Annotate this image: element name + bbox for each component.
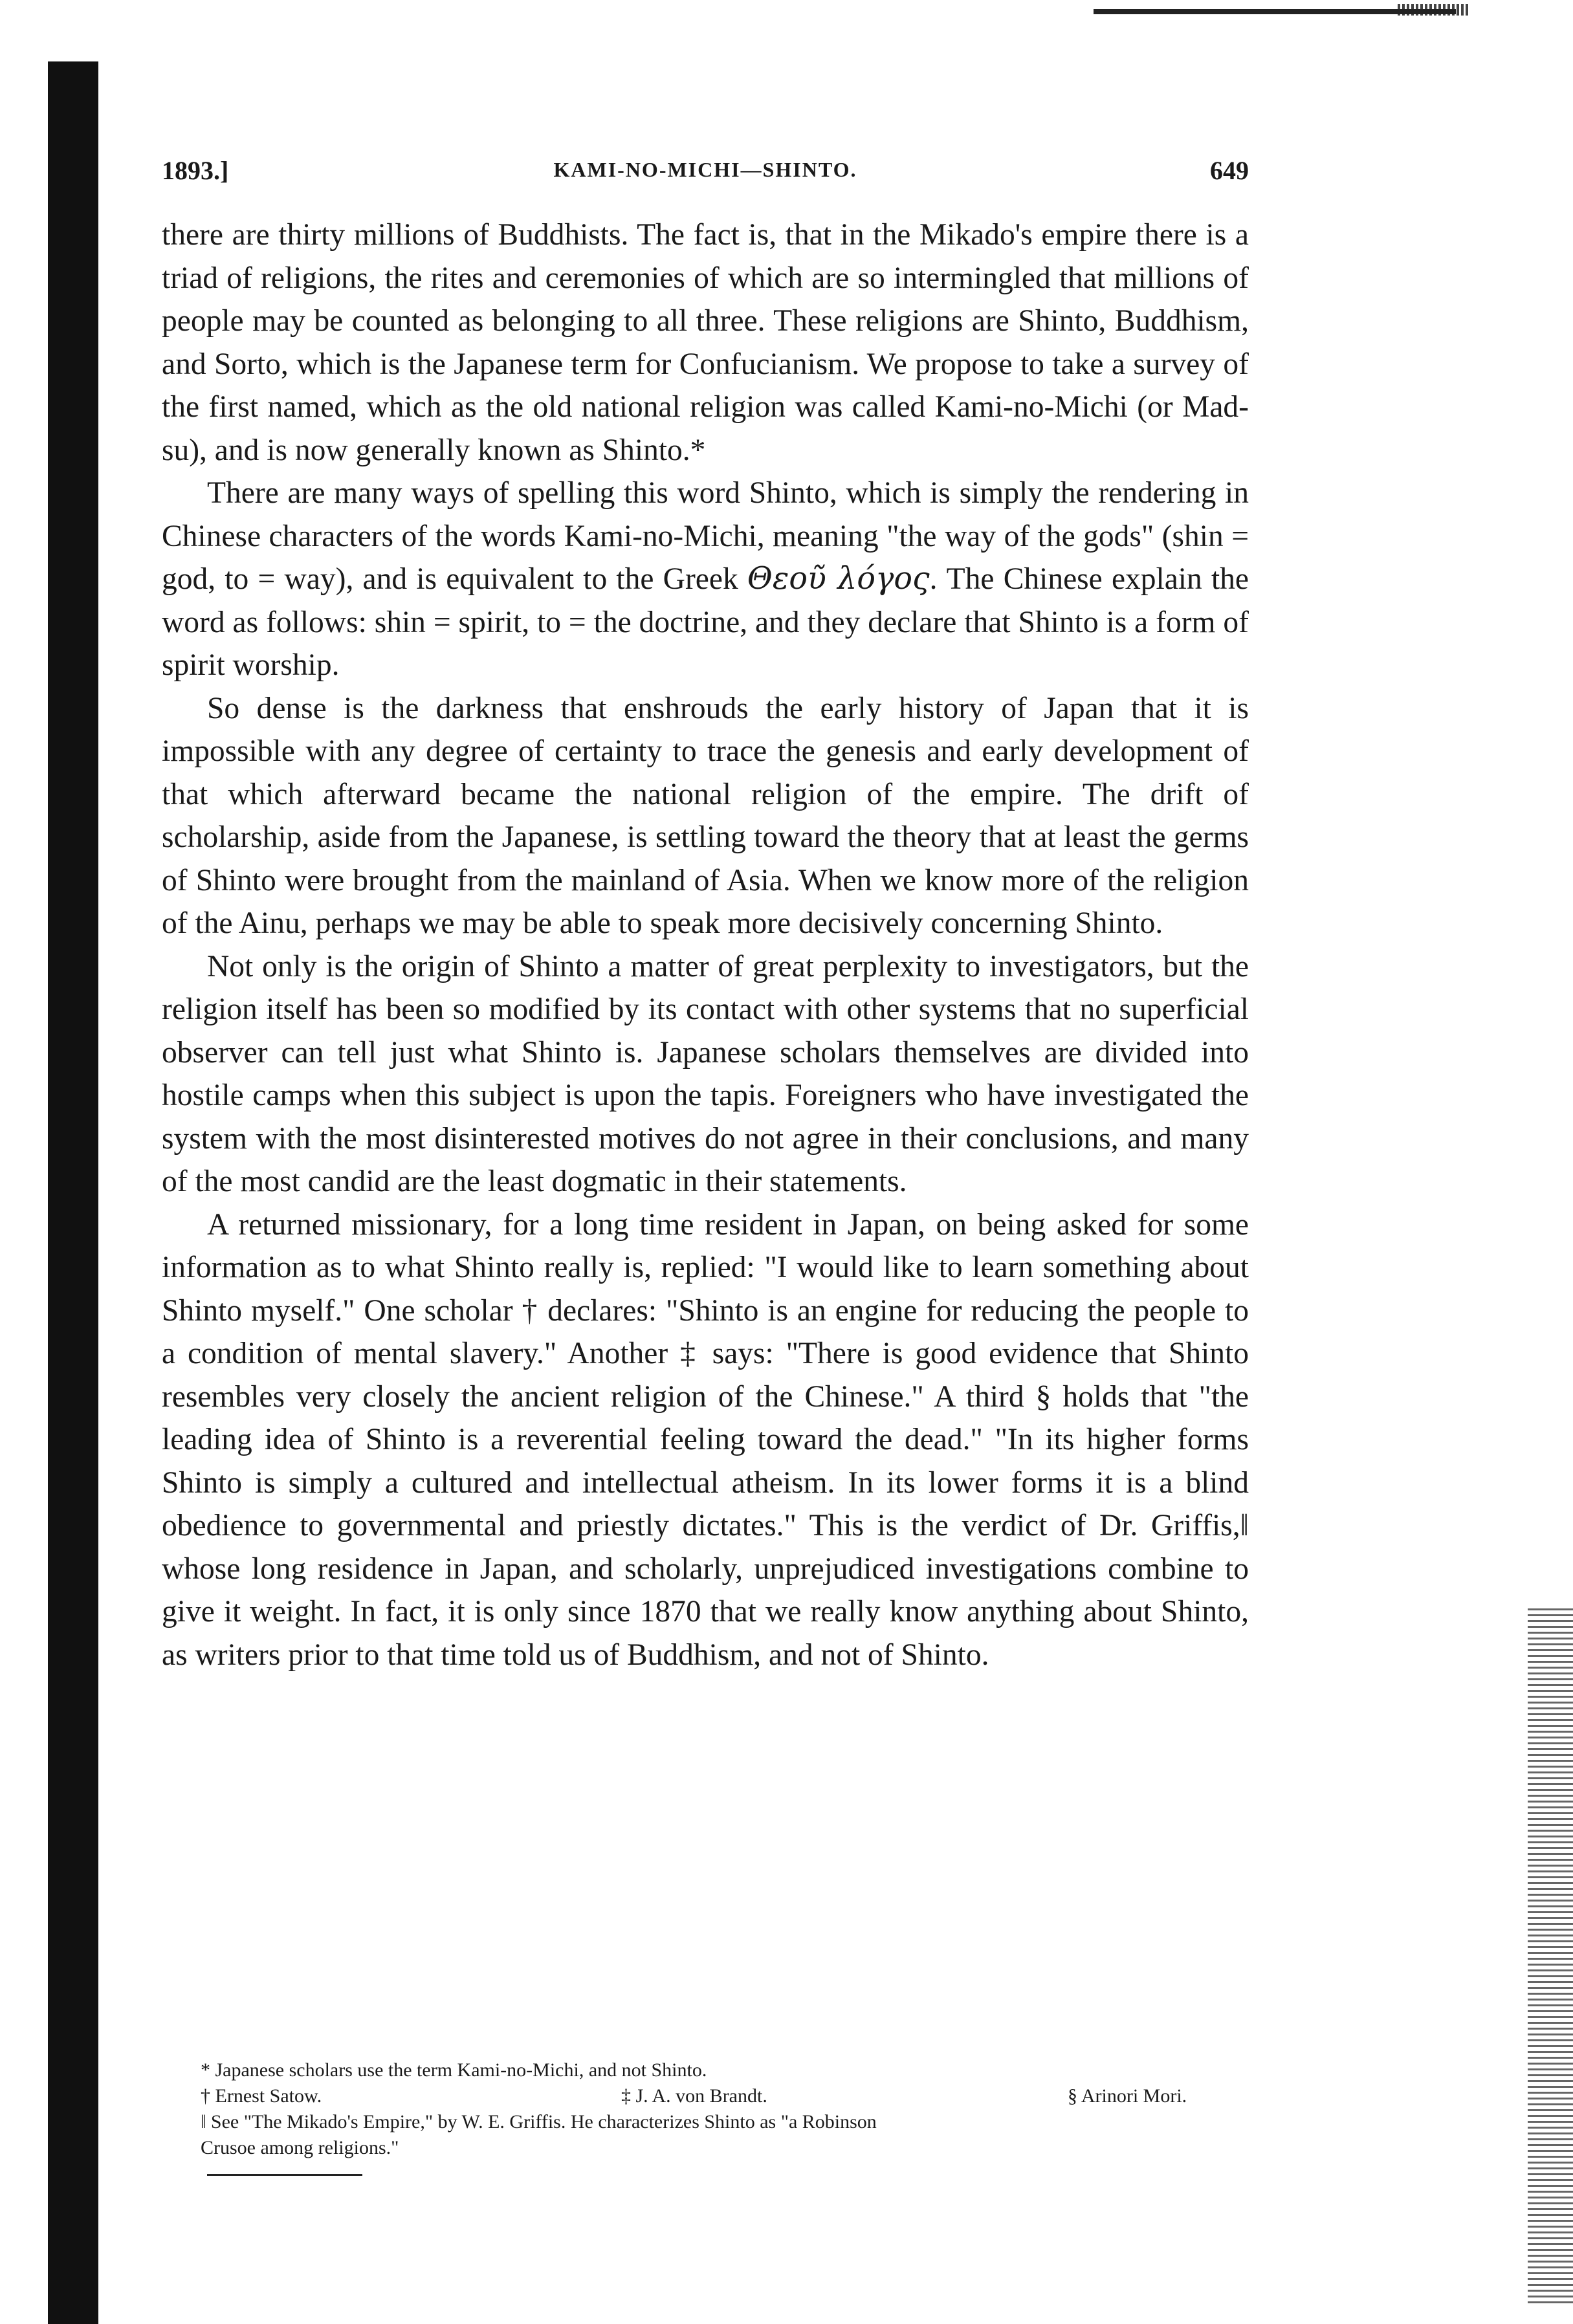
paragraph-2-start: There are many ways of spelling this word Shinto, which is simply the rendering in Chinese characters of the words Kami-no-Michi, meaning "the way of the gods" (shin = god, to = way), and is equivalent to the Greek: [162, 476, 1249, 596]
footnote-parallel: [201, 2109, 1284, 2135]
paragraph-2-end: . The Chinese explain the word as follows: shin = spirit, to = the doctrine, and they declare that Shinto is a form of spirit worship.: [162, 562, 1249, 682]
footnote-parallel-cont: [201, 2135, 1284, 2161]
page: [162, 129, 1249, 2187]
body-text: [162, 214, 1249, 1960]
footnote-ddagger: ‡ J. A. von Brandt.: [621, 2085, 767, 2107]
paragraph-1: there are thirty millions of Buddhists. The fact is, that in the Mikado's empire there is a triad of religions, the rites and ceremonies of which are so intermingled that millions of people may be counted as belonging to all three. These religions are Shinto, Buddhism, and Sorto, which is the Japanese term for Confucianism. We propose to take a survey of the first named, which as the old national religion was called Kami-no-Michi (or Mad-su), and is now generally known as Shinto.*: [162, 218, 1249, 467]
footnote-parallel-line-2: Crusoe among religions.": [201, 2137, 399, 2158]
running-head: [162, 155, 1249, 194]
running-head-title: KAMI-NO-MICHI—SHINTO.: [553, 158, 857, 181]
scan-top-rule-end: [1398, 4, 1469, 16]
footnote-names-row: [201, 2083, 1284, 2109]
footnote-parallel-line-1: ‖ See "The Mikado's Empire," by W. E. Griffis. He characterizes Shinto as "a Robinson: [201, 2111, 877, 2132]
paragraph-2: [162, 472, 1249, 687]
scan-binding-edge: [48, 61, 98, 2324]
greek-phrase: Θεοῦ λόγος: [747, 561, 930, 597]
paragraph-5: A returned missionary, for a long time resident in Japan, on being asked for some information as to what Shinto really is, replied: "I would like to learn something about Shinto myself." One scholar † declares: "Shinto is an engine for reducing the people to a condition of mental slavery." Another ‡ says: "There is good evidence that Shinto resembles very closely the ancient religion of the Chinese." A third § holds that "the leading idea of Shinto is a reverential feeling toward the dead." "In its higher forms Shinto is simply a cultured and intellectual atheism. In its lower forms it is a blind obedience to governmental and priestly dictates." This is the verdict of Dr. Griffis,‖ whose long residence in Japan, and scholarly, unprejudiced investigations combine to give it weight. In fact, it is only since 1870 that we really know anything about Shinto, as writers prior to that time told us of Buddhism, and not of Shinto.: [162, 1207, 1249, 1672]
footnote-section: § Arinori Mori.: [1068, 2085, 1187, 2107]
paragraph-3: So dense is the darkness that enshrouds the early history of Japan that it is impossible with any degree of certainty to trace the genesis and early development of that which afterward became the national religion of the empire. The drift of scholarship, aside from the Japanese, is settling toward the theory that at least the germs of Shinto were brought from the mainland of Asia. When we know more of the religion of the Ainu, perhaps we may be able to speak more decisively concerning Shinto.: [162, 691, 1249, 940]
footnote-rule: [207, 2174, 362, 2176]
scan-edge-noise: [1528, 1605, 1573, 2303]
running-head-year: 1893.]: [162, 156, 229, 185]
footnote-star-text: * Japanese scholars use the term Kami-no-Michi, and not Shinto.: [201, 2059, 707, 2081]
footnote-star: [201, 2057, 1284, 2083]
page-number: 649: [1210, 156, 1249, 185]
footnotes: [201, 2057, 1284, 2161]
paragraph-4: Not only is the origin of Shinto a matter of great perplexity to investigators, but the religion itself has been so modified by its contact with other systems that no superficial observer can tell just what Shinto is. Japanese scholars themselves are divided into hostile camps when this subject is upon the tapis. Foreigners who have investigated the system with the most disinterested motives do not agree in their conclusions, and many of the most candid are the least dogmatic in their statements.: [162, 949, 1249, 1198]
footnote-dagger: † Ernest Satow.: [201, 2085, 322, 2107]
